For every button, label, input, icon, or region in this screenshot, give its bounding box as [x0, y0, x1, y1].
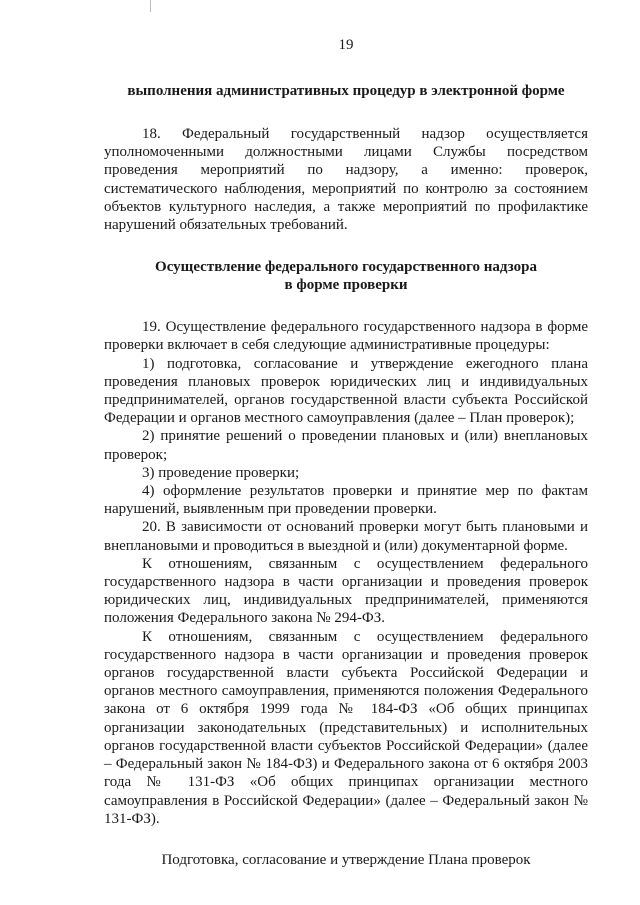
list-item: 4) оформление результатов проверки и принятие мер по фактам нарушений, выявленным при проведении проверки. — [104, 483, 588, 518]
list-item: 3) проведение проверки; — [142, 464, 300, 481]
list-item: 1) подготовка, согласование и утверждение ежегодного плана проведения плановых проверок юридических лиц и индивидуальных предпринимателей, органов государственной власти субъекта Российской Федерации и органов местного самоуправления (далее – План проверок); — [104, 355, 588, 427]
paragraph-20: 20. В зависимости от оснований проверки могут быть плановыми и внеплановыми и проводиться в выездной и (или) документарной форме. — [104, 519, 588, 554]
scan-mark — [150, 0, 151, 12]
paragraph-184-fz: К отношениям, связанным с осуществлением федерального государственного надзора в части организации и проведения проверок органов государственной власти субъекта Российской Федерации и органов местного самоуправления, применяются положения Федерального закона от 6 октября 1999 года № 184-ФЗ «Об общих принципах организации законодательных (представительных) и исполнительных органов государственной власти субъектов Российской Федерации» (далее – Федеральный закон № 184-ФЗ) и Федерального закона от 6 октября 2003 года № 131-ФЗ «Об общих принципах организации местного самоуправления в Российской Федерации» (далее – Федеральный закон № 131-ФЗ). — [104, 628, 588, 827]
section-heading-line2: в форме проверки — [284, 277, 408, 294]
document-page — [104, 36, 588, 869]
page-number: 19 — [338, 37, 354, 53]
heading-continuation: выполнения административных процедур в электронной форме — [127, 83, 565, 99]
paragraph-19: 19. Осуществление федерального государственного надзора в форме проверки включает в себя следующие административные процедуры: — [104, 319, 588, 354]
paragraph-18: 18. Федеральный государственный надзор осуществляется уполномоченными должностными лицами Службы посредством проведения мероприятий по надзору, а именно: проверок, систематического наблюдения, мероприятий по контролю за состоянием объектов культурного наследия, а также мероприятий по профилактике нарушений обязательных требований. — [104, 126, 588, 234]
list-item: 2) принятие решений о проведении плановых и (или) внеплановых проверок; — [104, 428, 588, 463]
section-heading-line1: Осуществление федерального государственного надзора — [155, 259, 537, 276]
subsection-heading: Подготовка, согласование и утверждение Плана проверок — [161, 851, 531, 868]
paragraph-294-fz: К отношениям, связанным с осуществлением федерального государственного надзора в части организации и проведения проверок юридических лиц, индивидуальных предпринимателей, применяются положения Федерального закона № 294-ФЗ. — [104, 555, 588, 627]
